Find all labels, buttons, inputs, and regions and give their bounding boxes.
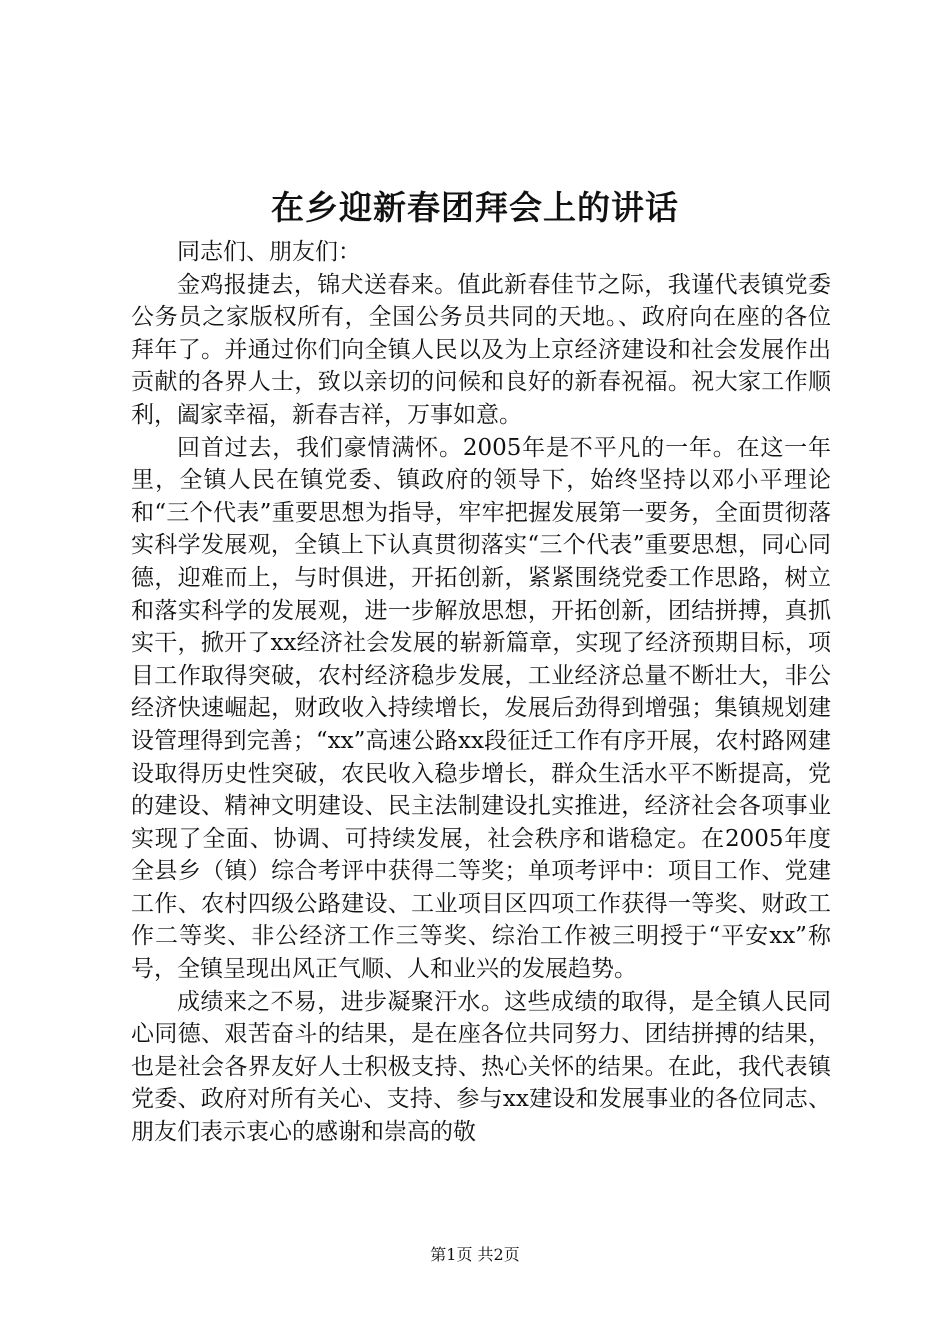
- document-title: 在乡迎新春团拜会上的讲话: [271, 188, 679, 227]
- paragraph-2: 回首过去，我们豪情满怀。2005年是不平凡的一年。在这一年里，全镇人民在镇党委、镇政府的领导下，始终坚持以邓小平理论和“三个代表”重要思想为指导，牢牢把握发展第一要务，全面贯彻落实科学发展观，全镇上下认真贯彻落实“三个代表”重要思想，同心同德，迎难而上，与时俱进，开拓创新，紧紧围绕党委工作思路，树立和落实科学的发展观，进一步解放思想，开拓创新，团结拼搏，真抓实干，掀开了xx经济社会发展的崭新篇章，实现了经济预期目标，项目工作取得突破，农村经济稳步发展，工业经济总量不断壮大，非公经济快速崛起，财政收入持续增长，发展后劲得到增强；集镇规划建设管理得到完善；“xx”高速公路xx段征迁工作有序开展，农村路网建设取得历史性突破，农民收入稳步增长，群众生活水平不断提高，党的建设、精神文明建设、民主法制建设扎实推进，经济社会各项事业实现了全面、协调、可持续发展，社会秩序和谐稳定。在2005年度全县乡（镇）综合考评中获得二等奖；单项考评中：项目工作、党建工作、农村四级公路建设、工业项目区四项工作获得一等奖、财政工作二等奖、非公经济工作三等奖、综治工作被三明授于“平安xx”称号，全镇呈现出风正气顺、人和业兴的发展趋势。: [131, 434, 831, 983]
- page-footer: 第1页 共2页: [430, 1245, 520, 1264]
- paragraph-3: 成绩来之不易，进步凝聚汗水。这些成绩的取得，是全镇人民同心同德、艰苦奋斗的结果，是在座各位共同努力、团结拼搏的结果，也是社会各界友好人士积极支持、热心关怀的结果。在此，我代表镇党委、政府对所有关心、支持、参与xx建设和发展事业的各位同志、朋友们表示衷心的感谢和崇高的敬: [131, 988, 831, 1146]
- salutation: 同志们、朋友们：: [177, 239, 361, 265]
- document-body: [131, 236, 831, 1149]
- paragraph-1: 金鸡报捷去，锦犬送春来。值此新春佳节之际，我谨代表镇党委公务员之家版权所有，全国公务员共同的天地。、政府向在座的各位拜年了。并通过你们向全镇人民以及为上京经济建设和社会发展作出贡献的各界人士，致以亲切的问候和良好的新春祝福。祝大家工作顺利，阖家幸福，新春吉祥，万事如意。: [131, 271, 831, 428]
